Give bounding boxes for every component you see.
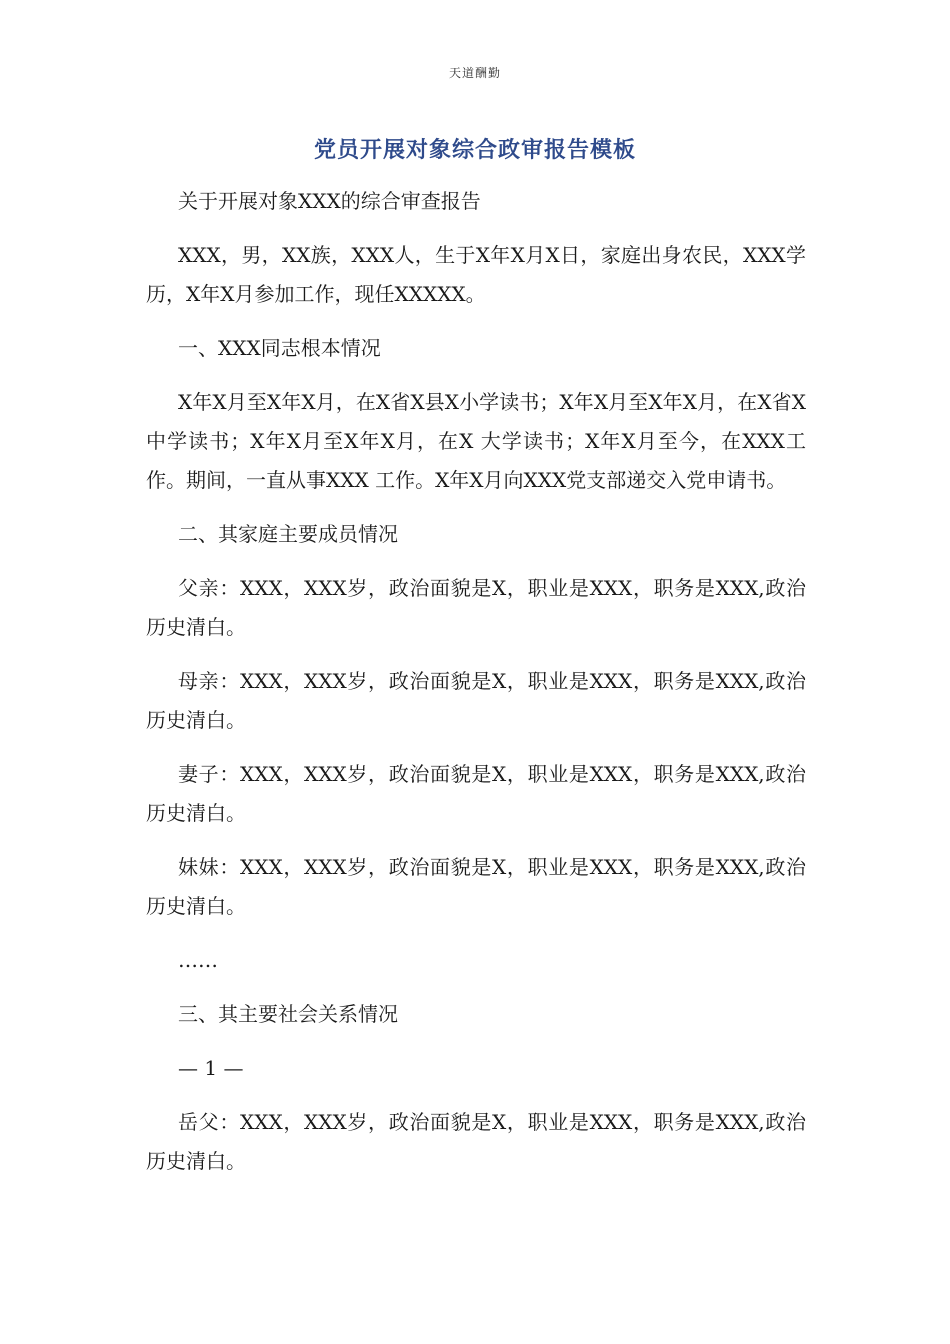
section-heading-basic-info: 一、XXX同志根本情况 <box>178 336 381 360</box>
family-member-mother: 母亲：XXX，XXX岁，政治面貌是X，职业是XXX，职务是XXX,政治历史清白。 <box>146 669 806 732</box>
family-member-wife: 妻子：XXX，XXX岁，政治面貌是X，职业是XXX，职务是XXX,政治历史清白。 <box>146 762 806 825</box>
document-body <box>146 182 806 1196</box>
personal-info-paragraph: XXX，男，XX族，XXX人，生于X年X月X日，家庭出身农民，XXX学历，X年X月参加工作，现任XXXXX。 <box>146 243 806 306</box>
ellipsis-line: …… <box>178 948 218 972</box>
education-history-paragraph: X年X月至X年X月，在X省X县X小学读书；X年X月至X年X月，在X省X中学读书；X年X月至X年X月，在X 大学读书；X年X月至今，在XXX工作。期间，一直从事XXX 工作。X年X月向XXX党支部递交入党申请书。 <box>146 390 806 492</box>
page-header: 天道酬勤 <box>448 66 501 80</box>
family-member-father: 父亲：XXX，XXX岁，政治面貌是X，职业是XXX，职务是XXX,政治历史清白。 <box>146 576 806 639</box>
report-subtitle: 关于开展对象XXX的综合审查报告 <box>178 189 481 213</box>
page-number: — 1 — <box>178 1056 244 1080</box>
social-relation-father-in-law: 岳父：XXX，XXX岁，政治面貌是X，职业是XXX，职务是XXX,政治历史清白。 <box>146 1110 806 1173</box>
family-member-sister: 妹妹：XXX，XXX岁，政治面貌是X，职业是XXX，职务是XXX,政治历史清白。 <box>146 855 806 918</box>
section-heading-family: 二、其家庭主要成员情况 <box>178 522 398 546</box>
document-title: 党员开展对象综合政审报告模板 <box>313 138 636 163</box>
section-heading-social: 三、其主要社会关系情况 <box>178 1002 398 1026</box>
